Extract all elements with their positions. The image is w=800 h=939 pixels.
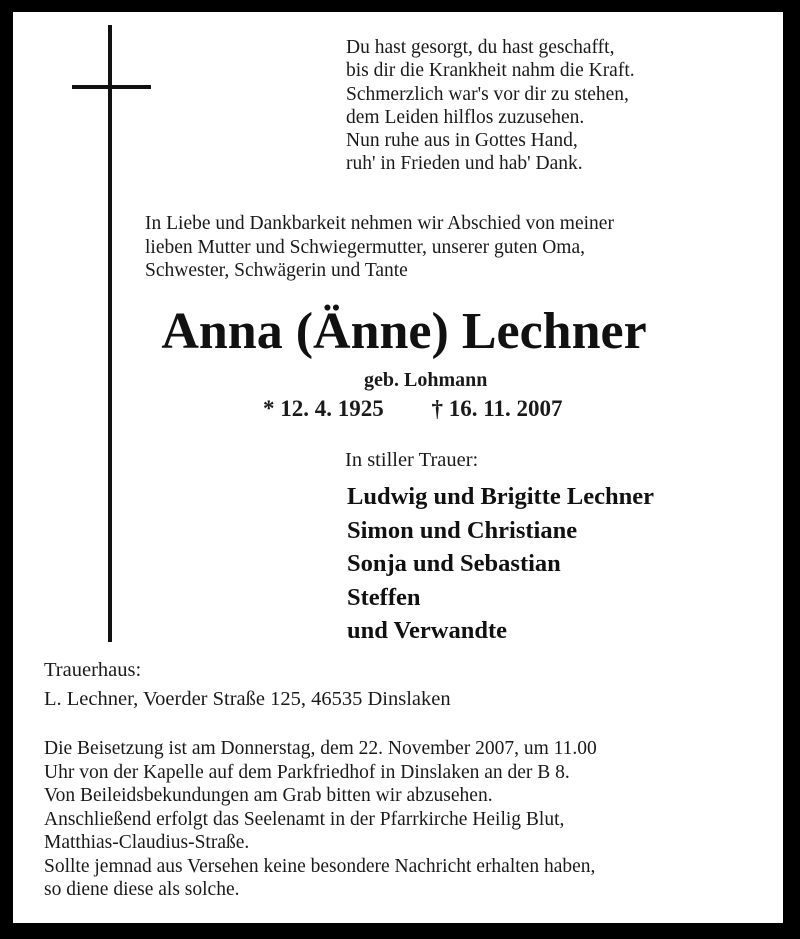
memorial-poem [346,36,635,176]
mourner: Ludwig und Brigitte Lechner [347,483,654,510]
funeral-line: Uhr von der Kapelle auf dem Parkfriedhof in Dinslaken an der B 8. [44,761,570,783]
deceased-name: Anna (Änne) Lechner [161,303,647,360]
intro-line: In Liebe und Dankbarkeit nehmen wir Abschied von meiner [145,213,614,234]
mourner: Steffen [347,583,421,611]
life-dates [263,395,562,423]
birth-date: * 12. 4. 1925 [263,396,384,421]
poem-line: bis dir die Krankheit nahm die Kraft. [346,60,635,82]
death-date: † 16. 11. 2007 [431,396,563,421]
mourner: und Verwandte [347,617,507,645]
intro-line: lieben Mutter und Schwiegermutter, unserer guten Oma, [145,236,586,258]
funeral-line: Matthias-Claudius-Straße. [44,832,250,853]
house-address: L. Lechner, Voerder Straße 125, 46535 Dinslaken [44,688,451,710]
mourning-label: In stiller Trauer: [345,449,479,471]
poem-line: Du hast gesorgt, du hast geschafft, [346,37,615,58]
poem-line: dem Leiden hilflos zuzusehen. [346,106,585,128]
farewell-intro [145,212,614,283]
funeral-line: so diene diese als solche. [44,879,240,900]
mourners-list [347,480,654,648]
funeral-info [44,737,597,902]
funeral-line: Sollte jemnad aus Versehen keine besondere Nachricht erhalten haben, [44,855,596,877]
poem-line: Schmerzlich war's vor dir zu stehen, [346,83,629,105]
funeral-line: Anschließend erfolgt das Seelenamt in der Pfarrkirche Heilig Blut, [44,808,565,830]
poem-line: Nun ruhe aus in Gottes Hand, [346,130,578,152]
maiden-name: geb. Lohmann [364,369,488,391]
mourner: Simon und Christiane [347,516,578,544]
mourner: Sonja und Sebastian [347,550,561,578]
funeral-line: Die Beisetzung ist am Donnerstag, dem 22. November 2007, um 11.00 [44,738,597,759]
cross-horizontal-bar [72,85,151,89]
intro-line: Schwester, Schwägerin und Tante [145,260,408,281]
house-label: Trauerhaus: [44,659,142,681]
poem-line: ruh' in Frieden und hab' Dank. [346,153,583,175]
funeral-line: Von Beileidsbekundungen am Grab bitten wir abzusehen. [44,785,493,806]
mourning-house [44,656,451,714]
